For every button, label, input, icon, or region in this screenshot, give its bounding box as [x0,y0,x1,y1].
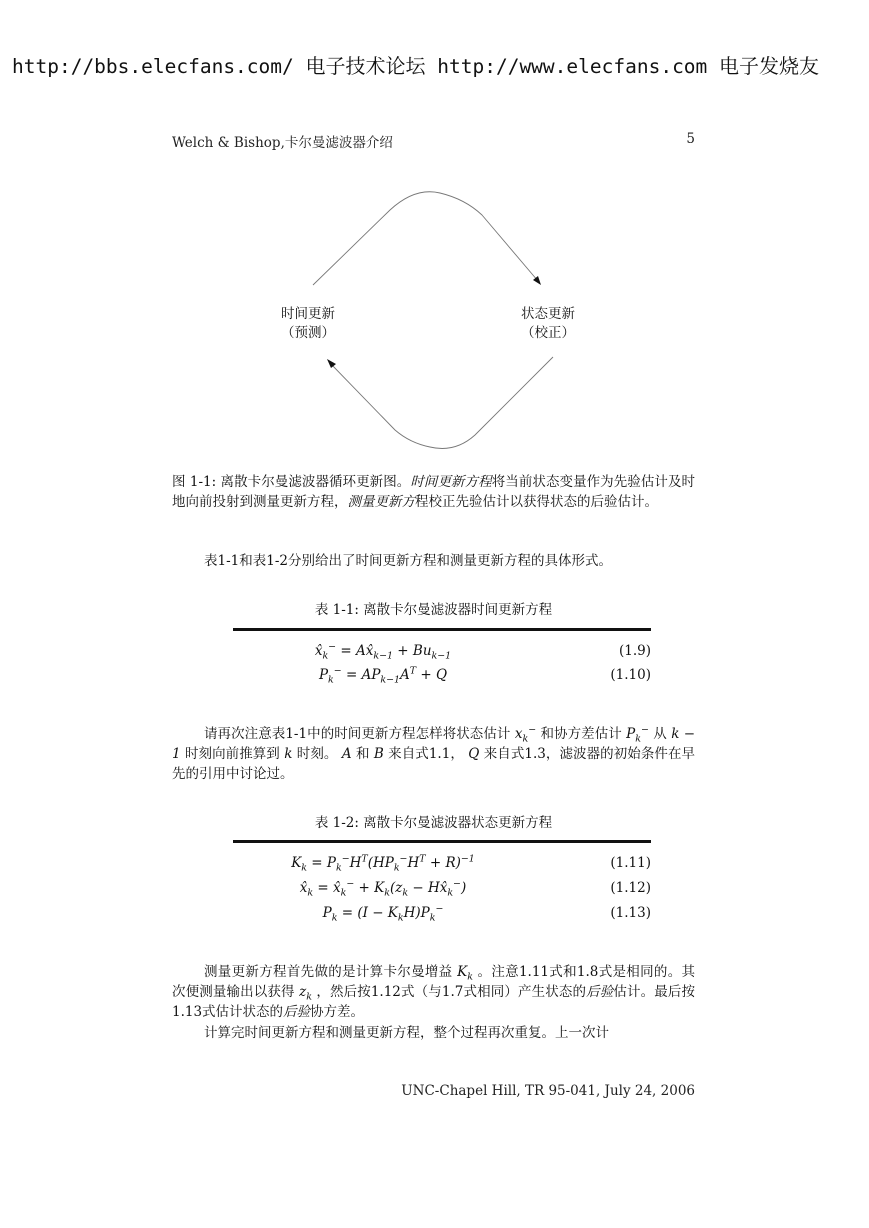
banner-url-2[interactable]: http://www.elecfans.com [437,55,708,78]
caption-label: 图 1-1: 离散卡尔曼滤波器循环更新图。 [172,474,411,490]
caption-em-time-update: 时间更新方程 [410,474,492,490]
correct-label: （校正） [521,325,575,341]
caption-text-2: 程校正先验估计以获得状态的后验估计。 [415,494,658,510]
math-zk: $z_k$ [299,984,312,1003]
para2-text-7: 来自式1.1， [388,746,464,762]
equation-1-9-number: (1.9) [618,643,651,659]
math-k-minus-1: k − 1 [172,726,696,762]
equation-1-9-body: $x̂_k^-$ = $Ax̂_{k-1} + Bu_{k-1}$ [314,641,452,662]
equation-1-11 [233,855,651,877]
banner-site-name-2: 电子发烧友 [719,54,820,78]
top-arrowhead [533,276,541,285]
paragraph-intro: 表1-1和表1-2分别给出了时间更新方程和测量更新方程的具体形式。 [204,553,612,569]
equation-1-11-number: (1.11) [610,855,651,871]
math-kk: $K_k$ [457,964,473,983]
math-k: k [284,746,293,762]
bottom-arc [330,357,553,449]
equation-1-13 [233,905,651,927]
banner-url-1[interactable]: http://bbs.elecfans.com/ [12,55,294,78]
math-a: A [341,746,352,762]
equation-1-13-number: (1.13) [610,905,651,921]
top-arc [313,192,538,285]
equation-1-11-body: $K_k = P_k^-H^T(HP_k^-H^T + R)^{-1}$ [291,853,475,874]
para3-em-posterior-2: 后验 [283,1004,311,1020]
source-banner [12,50,862,79]
equation-1-9 [233,643,651,665]
table-2-rule [233,840,651,843]
para3-text-3: ，然后按1.12式（与1.7式相同）产生状态的 [316,984,587,1000]
paragraph-repeat: 计算完时间更新方程和测量更新方程，整个过程再次重复。上一次计 [204,1025,609,1041]
equation-1-12-number: (1.12) [610,880,651,896]
equation-1-12 [233,880,651,902]
caption-em-measure-update: 测量更新方 [347,494,415,510]
page-footer: UNC-Chapel Hill, TR 95-041, July 24, 2006 [401,1083,695,1099]
para3-text-4: 估计。最后按1.13式估计状态的 [172,984,696,1020]
para3-em-posterior-1: 后验 [586,984,614,1000]
paragraph-measurement-update [172,962,695,1022]
time-update-label: 时间更新 [281,306,335,322]
para2-text-6: 和 [355,746,370,762]
running-header [172,131,695,151]
equation-1-10 [233,667,651,689]
math-pk-prior: $P_k^-$ [626,724,649,745]
bottom-arrowhead [327,359,336,368]
table-1-rule [233,628,651,631]
para2-text-3: 从 [653,726,667,742]
para3-text-2: 。注意1.11式和1.8式是相同的。其次便测量输出以获得 [172,964,696,1000]
para2-text-1: 请再次注意表1-1中的时间更新方程怎样将状态估计 [204,726,511,742]
para2-text-2: 和协方差估计 [540,726,622,742]
time-update-node [281,305,335,343]
state-update-node [521,305,575,343]
kalman-cycle-figure [250,185,630,455]
state-update-label: 状态更新 [521,306,575,322]
header-title: Welch & Bishop,卡尔曼滤波器介绍 [172,135,393,151]
equation-1-12-body: $x̂_k$ = $x̂_k^- + K_k(z_k$ − $Hx̂_k^-$) [299,878,467,899]
paragraph-time-update [172,724,695,784]
predict-label: （预测） [281,325,335,341]
para3-text-1: 测量更新方程首先做的是计算卡尔曼增益 [204,964,453,980]
figure-caption [172,472,695,512]
math-q: Q [468,746,480,762]
para2-text-4: 时刻向前推算到 [184,746,280,762]
equation-1-13-body: $P_k = (I - K_kH)P_k^-$ [322,903,444,924]
page-number: 5 [686,131,695,147]
table-1-caption: 表 1-1: 离散卡尔曼滤波器时间更新方程 [314,602,553,618]
banner-site-name-1: 电子技术论坛 [305,54,426,78]
equation-1-10-body: $P_k^- = AP_{k-1}A^T + Q$ [318,665,448,686]
para2-text-8: 来自式1.3，滤波器的初始条件在早先的引用中讨论过。 [172,746,696,782]
equation-1-10-number: (1.10) [610,667,651,683]
table-2-caption: 表 1-2: 离散卡尔曼滤波器状态更新方程 [314,815,553,831]
para3-text-5: 协方差。 [310,1004,365,1020]
math-b: B [373,746,384,762]
para2-text-5: 时刻。 [296,746,338,762]
math-xk-prior: $x_k^-$ [514,724,537,745]
caption-text-1: 将当前状态变量作为先验估计及时地向前投射到测量更新方程， [172,474,696,510]
